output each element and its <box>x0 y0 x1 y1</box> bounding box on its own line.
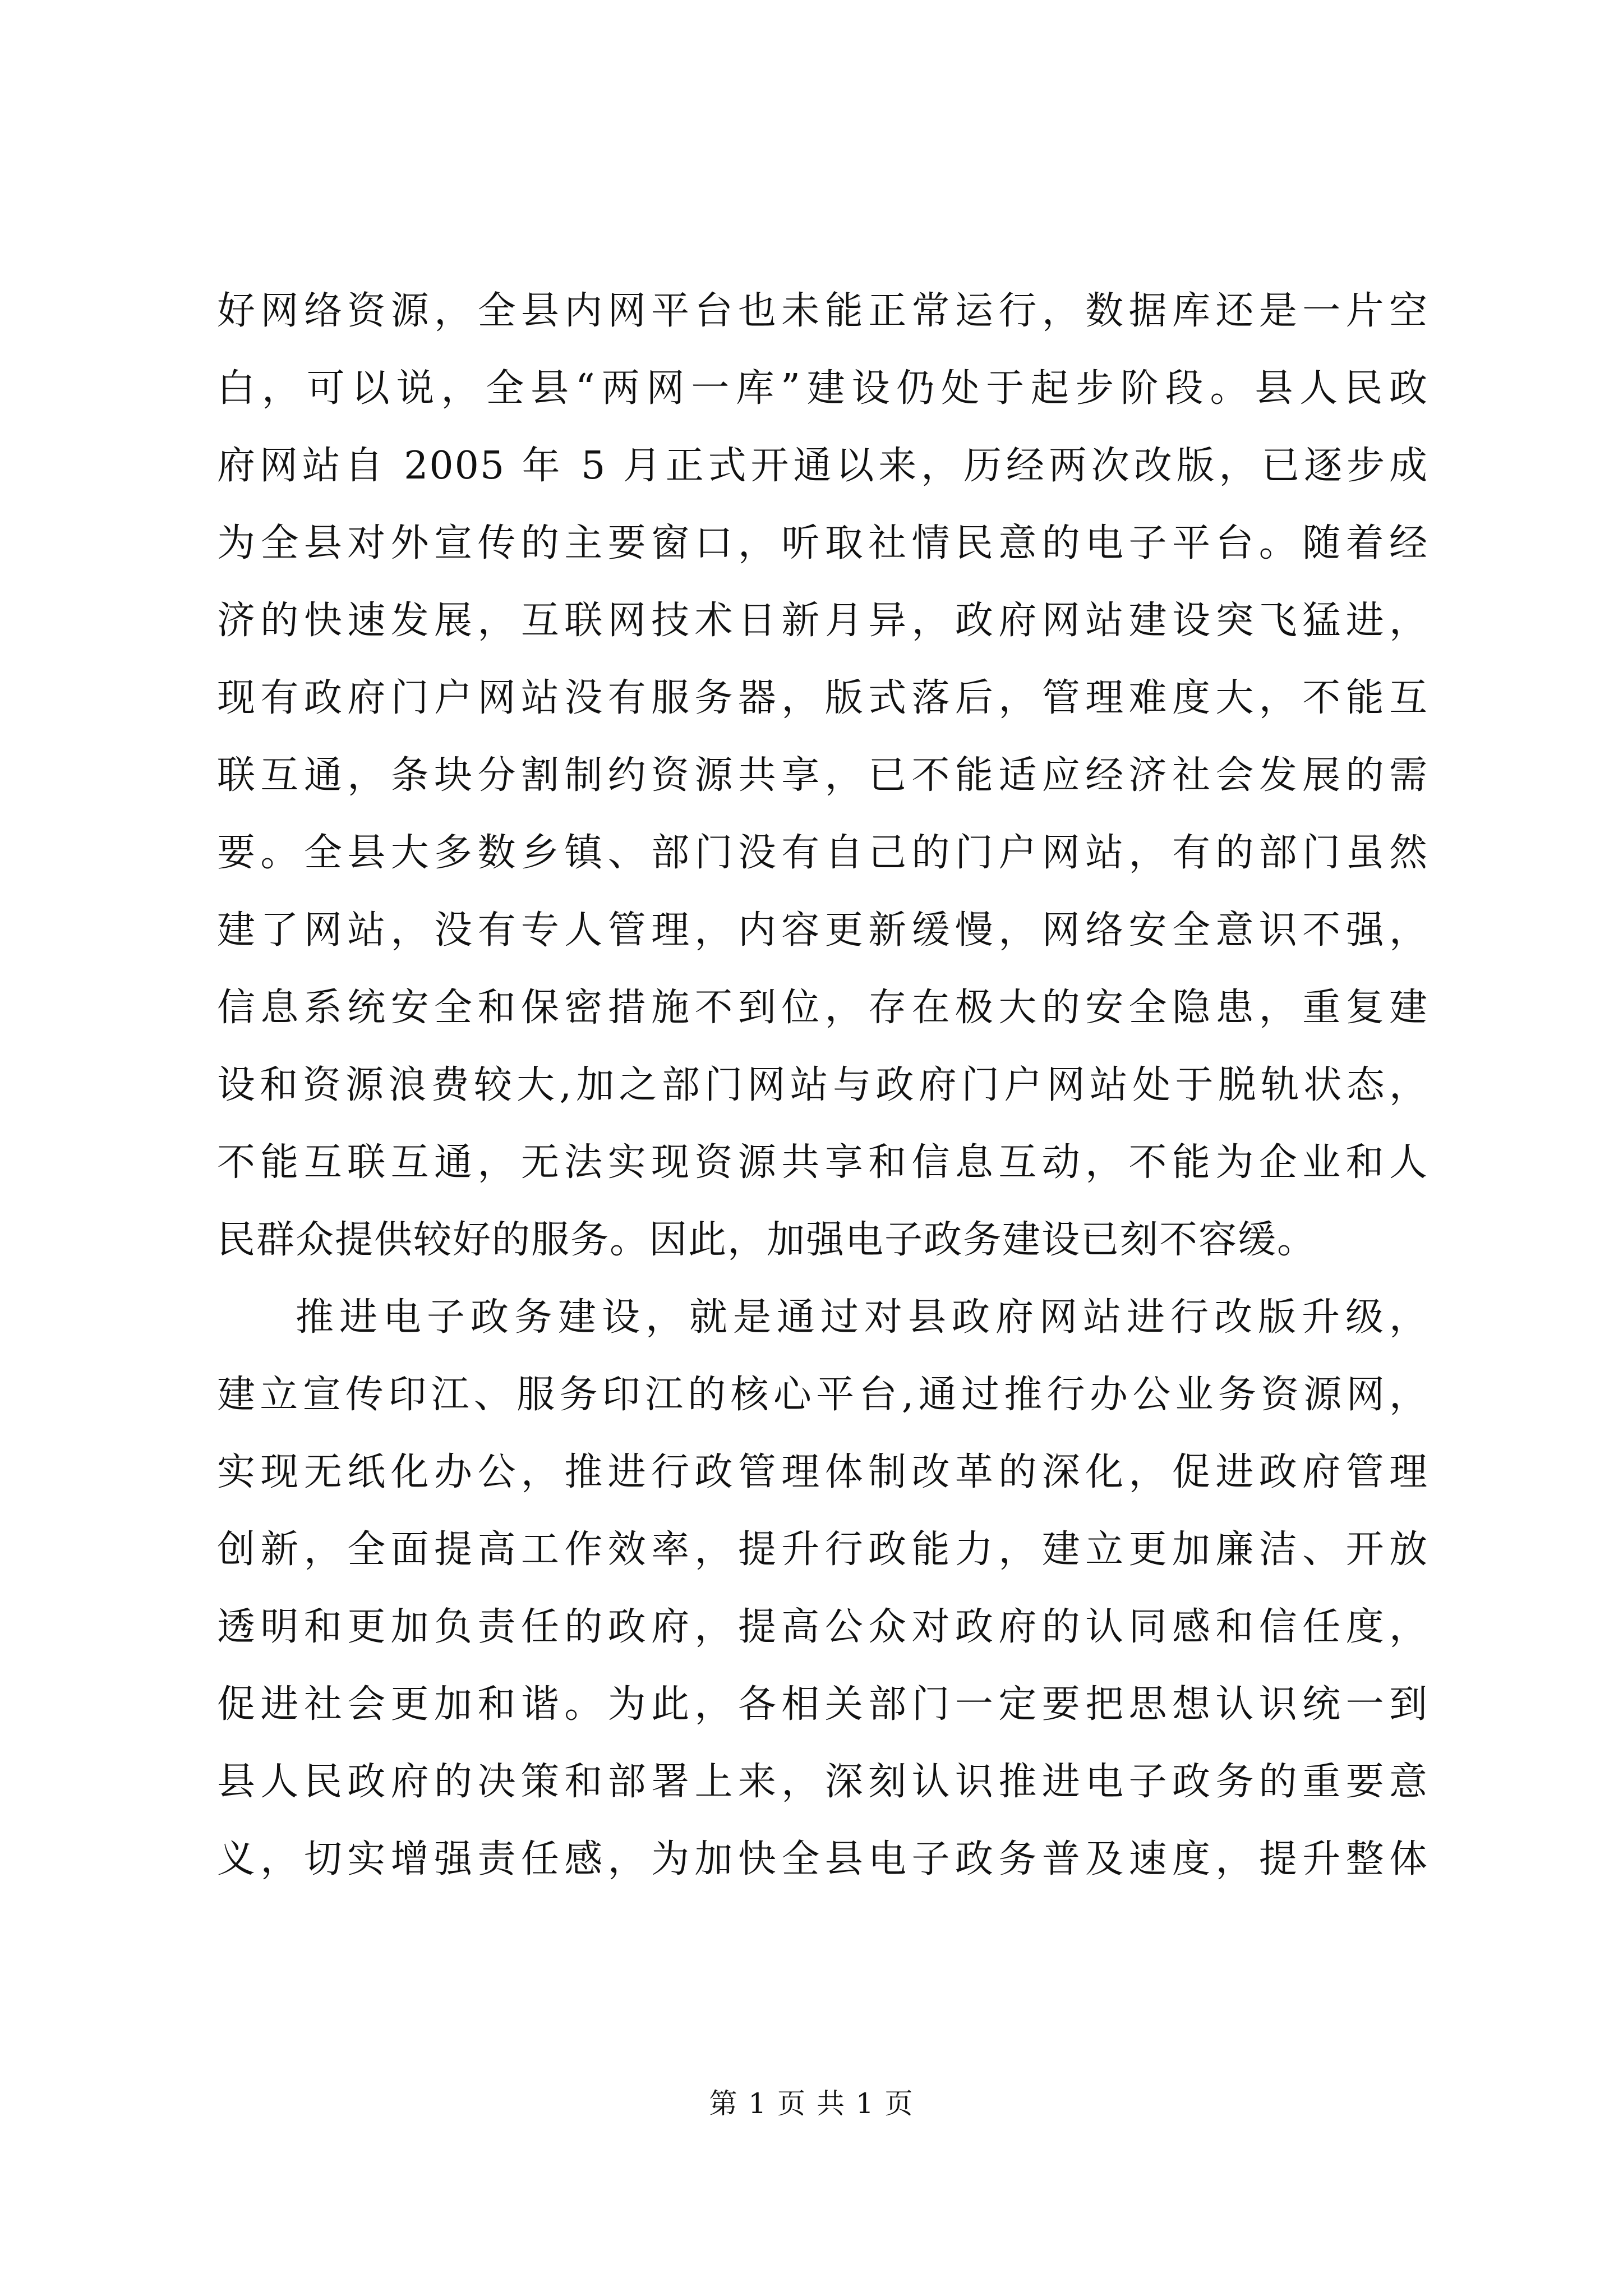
text-line: 实现无纸化办公，推进行政管理体制改革的深化，促进政府管理 <box>217 1450 1428 1494</box>
text-line: 联互通，条块分割制约资源共享，已不能适应经济社会发展的需 <box>217 753 1428 798</box>
paragraph-2 <box>217 1279 1428 1898</box>
text-line: 设和资源浪费较大,加之部门网站与政府门户网站处于脱轨状态， <box>217 1063 1428 1107</box>
text-line: 济的快速发展，互联网技术日新月异，政府网站建设突飞猛进， <box>217 599 1428 643</box>
text-line: 透明和更加负责任的政府，提高公众对政府的认同感和信任度， <box>217 1605 1428 1649</box>
text-line: 为全县对外宣传的主要窗口，听取社情民意的电子平台。随着经 <box>217 521 1428 565</box>
text-line: 不能互联互通，无法实现资源共享和信息互动，不能为企业和人 <box>217 1140 1428 1185</box>
text-line: 要。全县大多数乡镇、部门没有自己的门户网站，有的部门虽然 <box>217 831 1428 875</box>
paragraph-1 <box>217 273 1428 1279</box>
body-text <box>217 273 1428 1898</box>
text-line: 信息系统安全和保密措施不到位，存在极大的安全隐患，重复建 <box>217 986 1428 1030</box>
text-line: 义，切实增强责任感，为加快全县电子政务普及速度，提升整体 <box>217 1837 1428 1881</box>
text-line: 促进社会更加和谐。为此，各相关部门一定要把思想认识统一到 <box>217 1682 1428 1727</box>
text-line: 现有政府门户网站没有服务器，版式落后，管理难度大，不能互 <box>217 676 1428 720</box>
text-line: 府网站自 2005 年 5 月正式开通以来，历经两次改版，已逐步成 <box>217 444 1428 488</box>
text-line: 建了网站，没有专人管理，内容更新缓慢，网络安全意识不强， <box>217 908 1428 953</box>
text-line: 创新，全面提高工作效率，提升行政能力，建立更加廉洁、开放 <box>217 1527 1428 1572</box>
text-line: 白，可以说，全县“两网一库”建设仍处于起步阶段。县人民政 <box>217 366 1428 411</box>
text-line: 民群众提供较好的服务。因此，加强电子政务建设已刻不容缓。 <box>217 1218 1317 1262</box>
text-line: 推进电子政务建设，就是通过对县政府网站进行改版升级， <box>296 1295 1428 1340</box>
text-line: 县人民政府的决策和部署上来，深刻认识推进电子政务的重要意 <box>217 1760 1428 1804</box>
page-number: 第 1 页 共 1 页 <box>709 2087 914 2120</box>
text-line: 好网络资源，全县内网平台也未能正常运行，数据库还是一片空 <box>217 289 1428 333</box>
text-line: 建立宣传印江、服务印江的核心平台,通过推行办公业务资源网， <box>217 1373 1428 1417</box>
